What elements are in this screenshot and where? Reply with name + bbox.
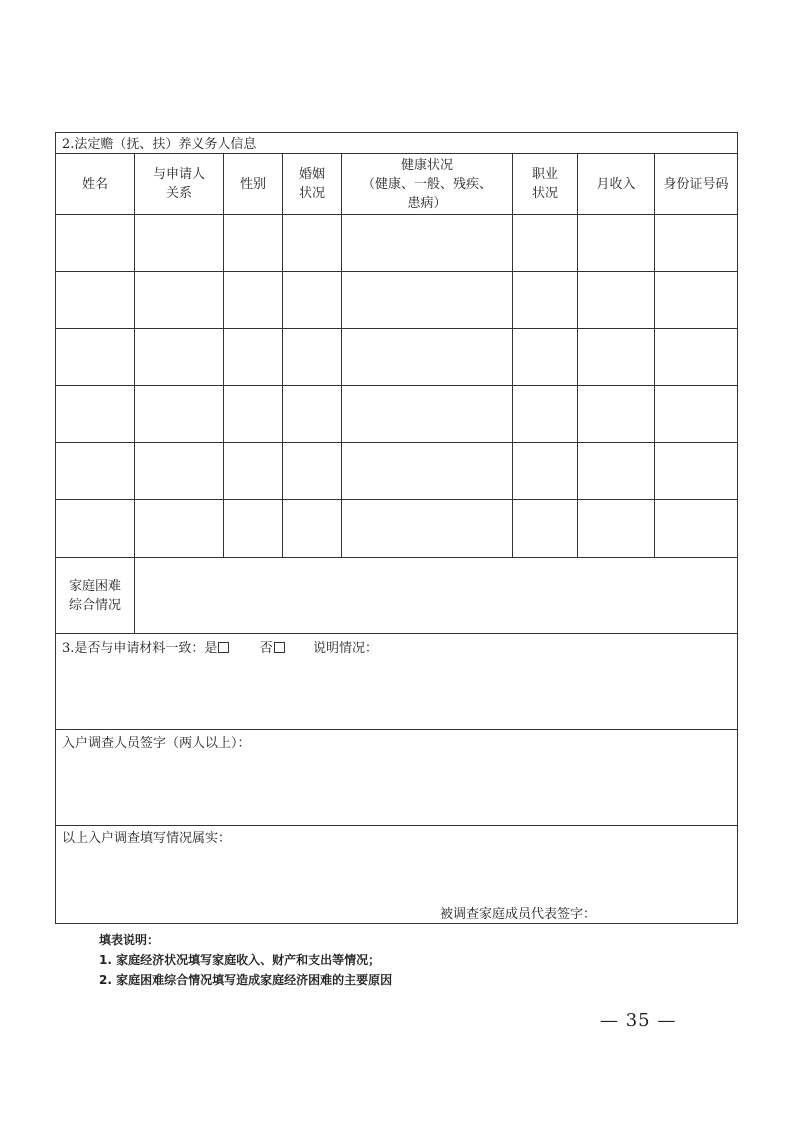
income-cell[interactable] <box>578 500 655 557</box>
income-cell[interactable] <box>578 215 655 271</box>
relation-cell[interactable] <box>135 386 224 442</box>
difficulty-label: 家庭困难 综合情况 <box>56 558 135 633</box>
table-row <box>56 443 737 500</box>
occupation-cell[interactable] <box>513 329 578 385</box>
health-cell[interactable] <box>342 500 513 557</box>
occupation-cell[interactable] <box>513 443 578 499</box>
gender-cell[interactable] <box>224 215 283 271</box>
occupation-cell[interactable] <box>513 500 578 557</box>
gender-cell[interactable] <box>224 500 283 557</box>
gender-cell[interactable] <box>224 329 283 385</box>
marital-cell[interactable] <box>283 443 342 499</box>
occupation-cell[interactable] <box>513 386 578 442</box>
health-cell[interactable] <box>342 272 513 328</box>
section-2-title-row <box>56 133 737 154</box>
marital-cell[interactable] <box>283 386 342 442</box>
id-number-cell[interactable] <box>655 386 737 442</box>
marital-cell[interactable] <box>283 329 342 385</box>
gender-cell[interactable] <box>224 386 283 442</box>
gender-cell[interactable] <box>224 272 283 328</box>
header-gender: 性别 <box>224 154 283 214</box>
table-row <box>56 272 737 329</box>
id-number-cell[interactable] <box>655 329 737 385</box>
id-number-cell[interactable] <box>655 443 737 499</box>
consistency-line: 3.是否与申请材料一致：是 否 说明情况： <box>62 641 379 656</box>
relation-cell[interactable] <box>135 500 224 557</box>
gender-cell[interactable] <box>224 443 283 499</box>
confirmation-row <box>56 826 737 923</box>
occupation-cell[interactable] <box>513 272 578 328</box>
yes-checkbox[interactable] <box>218 642 229 653</box>
table-row <box>56 386 737 443</box>
difficulty-row <box>56 558 737 634</box>
health-cell[interactable] <box>342 386 513 442</box>
representative-signature-label: 被调查家庭成员代表签字： <box>440 907 597 922</box>
marital-cell[interactable] <box>283 272 342 328</box>
table-row <box>56 329 737 386</box>
name-cell[interactable] <box>56 329 135 385</box>
occupation-cell[interactable] <box>513 215 578 271</box>
header-relation: 与申请人 关系 <box>135 154 224 214</box>
family-info-form <box>55 132 738 924</box>
id-number-cell[interactable] <box>655 272 737 328</box>
id-number-cell[interactable] <box>655 500 737 557</box>
no-checkbox[interactable] <box>274 642 285 653</box>
header-name: 姓名 <box>56 154 135 214</box>
note-item: 1. 家庭经济状况填写家庭收入、财产和支出等情况； <box>99 953 381 967</box>
relation-cell[interactable] <box>135 329 224 385</box>
name-cell[interactable] <box>56 443 135 499</box>
marital-cell[interactable] <box>283 215 342 271</box>
header-marital: 婚姻 状况 <box>283 154 342 214</box>
relation-cell[interactable] <box>135 272 224 328</box>
name-cell[interactable] <box>56 215 135 271</box>
table-row <box>56 500 737 558</box>
relation-cell[interactable] <box>135 443 224 499</box>
header-income: 月收入 <box>578 154 655 214</box>
marital-cell[interactable] <box>283 500 342 557</box>
income-cell[interactable] <box>578 272 655 328</box>
header-id-number: 身份证号码 <box>663 176 729 192</box>
income-cell[interactable] <box>578 329 655 385</box>
table-row <box>56 215 737 272</box>
difficulty-input[interactable] <box>135 558 737 633</box>
investigators-label: 入户调查人员签字（两人以上）： <box>62 736 251 751</box>
note-item: 2. 家庭困难综合情况填写造成家庭经济困难的主要原因 <box>99 973 393 987</box>
income-cell[interactable] <box>578 386 655 442</box>
name-cell[interactable] <box>56 272 135 328</box>
name-cell[interactable] <box>56 500 135 557</box>
health-cell[interactable] <box>342 443 513 499</box>
consistency-row <box>56 634 737 730</box>
income-cell[interactable] <box>578 443 655 499</box>
filling-instructions <box>99 930 392 990</box>
id-number-cell[interactable] <box>655 215 737 271</box>
investigators-signature-row <box>56 730 737 826</box>
header-health: 健康状况 （健康、一般、残疾、 患病） <box>342 154 513 214</box>
section-2-title: 2.法定赡（抚、扶）养义务人信息 <box>62 137 257 152</box>
confirmation-label: 以上入户调查填写情况属实： <box>62 831 232 846</box>
table-header-row <box>56 154 737 215</box>
page-number: — 35 — <box>600 1010 677 1031</box>
notes-heading: 填表说明： <box>99 933 160 947</box>
health-cell[interactable] <box>342 329 513 385</box>
header-occupation: 职业 状况 <box>513 154 578 214</box>
health-cell[interactable] <box>342 215 513 271</box>
relation-cell[interactable] <box>135 215 224 271</box>
name-cell[interactable] <box>56 386 135 442</box>
